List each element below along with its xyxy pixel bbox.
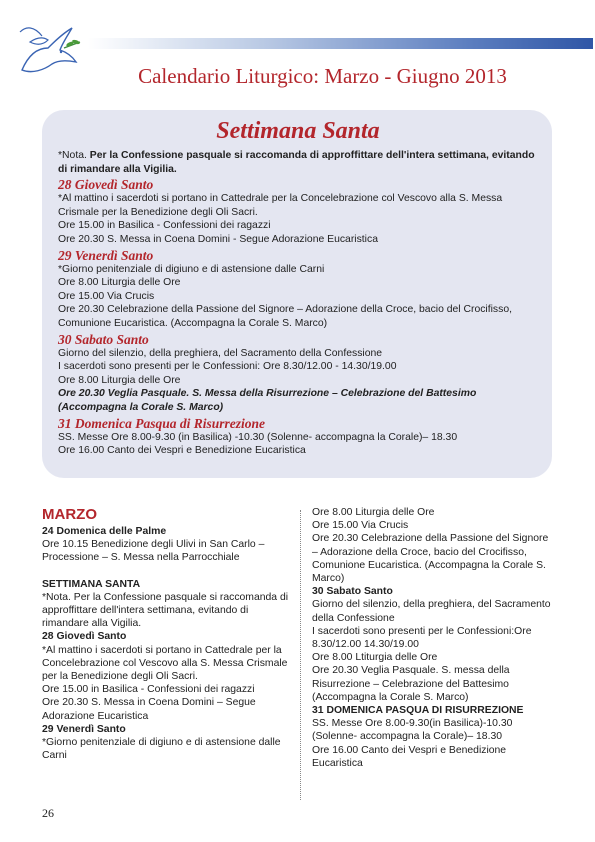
friday-text: Ore 8.00 Liturgia delle Ore bbox=[312, 507, 435, 518]
friday-title: 29 Venerdì Santo bbox=[42, 723, 126, 735]
saturday-line: I sacerdoti sono presenti per le Confessioni: Ore 8.30/12.00 - 14.30/19.00 bbox=[58, 361, 397, 373]
sunday-line: Ore 16.00 Canto dei Vespri e Benedizione Eucaristica bbox=[58, 445, 306, 457]
saturday-text: Ore 20.30 Veglia Pasquale. S. messa della Risurrezione – Celebrazione del Battesimo (Accompagna la Corale S. Marco) bbox=[312, 665, 510, 703]
friday-line: *Giorno penitenziale di digiuno e di astensione dalle Carni bbox=[58, 263, 325, 275]
easter-sunday-title: 31 DOMENICA PASQUA DI RISURREZIONE bbox=[312, 705, 524, 717]
thursday-text: *Al mattino i sacerdoti si portano in Cattedrale per la Concelebrazione col Vescovo alla S. Messa Crismale per la Benedizione degli Oli Sacri. bbox=[42, 644, 288, 683]
day-title-thursday: 28 Giovedì Santo bbox=[58, 177, 154, 193]
friday-text: Ore 20.30 Celebrazione della Passione del Signore – Adorazione della Croce, bacio del Crocifisso, Comunione Eucaristica. (Accompagna la Corale S. Marco) bbox=[312, 533, 549, 585]
easter-sunday-text: Ore 16.00 Canto dei Vespri e Benedizione Eucaristica bbox=[312, 744, 507, 769]
friday-text: Ore 15.00 Via Crucis bbox=[312, 520, 409, 532]
day-title-sunday: 31 Domenica Pasqua di Risurrezione bbox=[58, 415, 266, 431]
month-heading: MARZO bbox=[42, 506, 97, 523]
march-right-column bbox=[312, 506, 556, 770]
saturday-line: Ore 8.00 Liturgia delle Ore bbox=[58, 374, 181, 386]
saturday-vigil-line: Ore 20.30 Veglia Pasquale. S. Messa della Risurrezione – Celebrazione del Battesimo (Accompagna la Corale S. Marco) bbox=[58, 388, 477, 413]
thursday-text: Ore 20.30 S. Messa in Coena Domini – Segue Adorazione Eucaristica bbox=[42, 697, 256, 722]
page-title: Calendario Liturgico: Marzo - Giugno 2013 bbox=[138, 64, 507, 88]
sunday-line: SS. Messe Ore 8.00-9.30 (in Basilica) -10.30 (Solenne- accompagna la Corale)– 18.30 bbox=[58, 431, 458, 443]
thursday-line: *Al mattino i sacerdoti si portano in Cattedrale per la Concelebrazione col Vescovo alla S. Messa Crismale per la Benedizione degli Oli Sacri. bbox=[58, 193, 503, 218]
friday-line: Ore 15.00 Via Crucis bbox=[58, 290, 155, 302]
friday-line: Ore 20.30 Celebrazione della Passione del Signore – Adorazione della Croce, bacio del Crocifisso, Comunione Eucaristica. (Accompagna la Corale S. Marco) bbox=[58, 304, 512, 329]
saturday-text: I sacerdoti sono presenti per le Confessioni:Ore 8.30/12.00 14.30/19.00 bbox=[312, 625, 532, 651]
holy-week-title: Settimana Santa bbox=[216, 118, 380, 144]
holy-week-note-plain: *Nota. Per la Confessione pasquale si raccomanda di approffittare dell'intera settimana, evitando di rimandare alla Vigilia. bbox=[42, 591, 289, 630]
palm-sunday-title: 24 Domenica delle Palme bbox=[42, 526, 167, 537]
march-left-column bbox=[42, 506, 292, 762]
saturday-title: 30 Sabato Santo bbox=[312, 586, 393, 598]
friday-line: Ore 8.00 Liturgia delle Ore bbox=[58, 277, 181, 289]
saturday-text: Giorno del silenzio, della preghiera, del Sacramento della Confessione bbox=[312, 599, 551, 624]
saturday-line: Giorno del silenzio, della preghiera, del Sacramento della Confessione bbox=[58, 347, 383, 359]
holy-week-box bbox=[42, 110, 552, 478]
header-gradient-bar bbox=[88, 38, 593, 49]
thursday-text: Ore 15.00 in Basilica - Confessioni dei ragazzi bbox=[42, 684, 255, 696]
palm-sunday-line: Ore 10.15 Benedizione degli Ulivi in San Carlo – Processione – S. Messa nella Parrocchiale bbox=[42, 539, 265, 564]
holy-week-note: *Nota. Per la Confessione pasquale si raccomanda di approffittare dell'intera settimana, evitando di rimandare alla Vigilia. bbox=[58, 150, 535, 175]
day-title-friday: 29 Venerdì Santo bbox=[58, 247, 154, 263]
column-divider bbox=[300, 510, 301, 800]
page-number: 26 bbox=[42, 806, 54, 820]
thursday-line: Ore 20.30 S. Messa in Coena Domini - Segue Adorazione Eucaristica bbox=[58, 233, 378, 245]
saturday-text: Ore 8.00 Ltiturgia delle Ore bbox=[312, 652, 438, 664]
thursday-line: Ore 15.00 in Basilica - Confessioni dei ragazzi bbox=[58, 220, 271, 232]
holy-week-heading: SETTIMANA SANTA bbox=[42, 578, 141, 590]
easter-sunday-text: SS. Messe Ore 8.00-9.30(in Basilica)-10.30 (Solenne- accompagna la Corale)– 18.30 bbox=[312, 718, 513, 743]
day-title-saturday: 30 Sabato Santo bbox=[58, 331, 149, 347]
friday-text: *Giorno penitenziale di digiuno e di astensione dalle Carni bbox=[42, 737, 281, 762]
thursday-title: 28 Giovedì Santo bbox=[42, 631, 127, 643]
